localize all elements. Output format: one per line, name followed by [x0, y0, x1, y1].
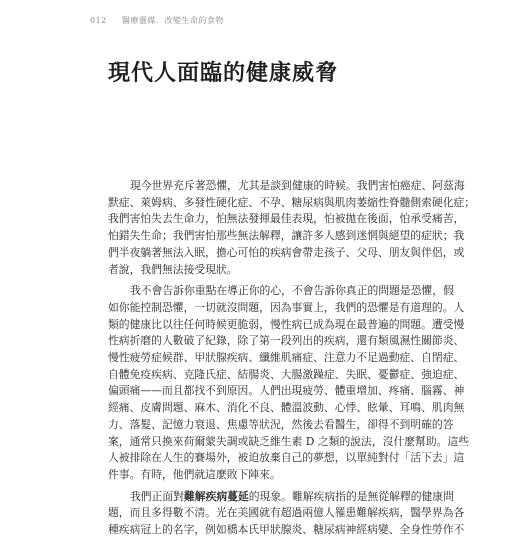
text-line: 經痛、皮膚問題、麻木、消化不良、體溫波動、心悸、眩暈、耳鳴、肌肉無 — [108, 401, 465, 415]
text-line: 性病折磨的人數破了紀錄，除了第一段列出的疾病，還有類風濕性關節炎、 — [108, 334, 465, 348]
text-line: 案，通常只換來荷爾蒙失調或缺乏維生素 D 之類的說法，沒什麼幫助。這些 — [108, 434, 470, 448]
page-number: 012 — [90, 16, 107, 25]
text-line: 件事。有時，他們就這麼敗下陣來。 — [108, 467, 281, 481]
text-line: 我們害怕失去生命力，怕無法發揮最佳表現，怕被拋在後面，怕承受痛苦， — [108, 212, 465, 226]
running-header — [90, 15, 224, 26]
chapter-title: 現代人面臨的健康威脅 — [108, 60, 339, 86]
text-line: 人被排除在人生的賽場外，被迫放棄自己的夢想，以單純對付「活下去」這 — [108, 451, 465, 465]
text-line: 種疾病冠上的名字，例如橋本氏甲狀腺炎、糖尿病神經病變、全身性勞作不 — [108, 523, 465, 537]
text-line: 現今世界充斥著恐懼，尤其是談到健康的時候。我們害怕癌症、阿茲海 — [130, 179, 465, 192]
text-line: 慢性疲勞症候群、甲狀腺疾病、纖維肌痛症、注意力不足過動症、自閉症、 — [108, 351, 465, 365]
text-line: 力、落髮、記憶力衰退、焦慮等狀況，然後去看醫生，卻得不到明確的答 — [108, 417, 454, 431]
text-line: 偏頭痛——而且都找不到原因。人們出現疲勞、體重增加、疼痛、腦霧、神 — [108, 384, 465, 398]
running-title: 醫療靈媒．改變生命的食物 — [121, 16, 224, 25]
text-line: 默症、萊姆病、多發性硬化症、不孕、糖尿病與肌肉萎縮性脊髓側索硬化症； — [108, 195, 476, 209]
text-line: 我不會告訴你重點在導正你的心，不會告訴你真正的問題是恐懼，假 — [130, 284, 454, 298]
text-line: 題，而且多得數不清。光在美國就有超過兩億人罹患難解疾病，醫學界為各 — [108, 506, 465, 520]
text-line: 者說，我們無法接受現狀。 — [108, 262, 238, 276]
text-line: 類的健康比以往任何時候更脆弱，慢性病已成為現在最普遍的問題。遭受慢 — [108, 317, 465, 331]
text-line: 如你能控制恐懼，一切就沒問題，因為事實上，我們的恐懼是有道理的。人 — [108, 300, 465, 314]
paragraph-3 — [108, 489, 465, 539]
emphasized-phrase: 難解疾病蔓延 — [183, 489, 249, 503]
paragraph-1 — [108, 178, 476, 278]
text-line: 們半夜躺著無法入眠，擔心可怕的疾病會帶走孩子、父母、朋友與伴侶，或 — [108, 245, 465, 259]
body-text — [108, 178, 476, 544]
text-line: 自體免疫疾病、克隆氏症、結腸炎、大腸激躁症、失眠、憂鬱症、強迫症、 — [108, 367, 465, 381]
text-line-with-emphasis: 我們正面對難解疾病蔓延的現象。難解疾病指的是無從解釋的健康問 — [130, 489, 454, 503]
text-line: 怕錯失生命；我們害怕那些無法解釋，讓許多人感到迷惘與絕望的症狀；我 — [108, 229, 465, 243]
paragraph-2 — [108, 283, 470, 483]
